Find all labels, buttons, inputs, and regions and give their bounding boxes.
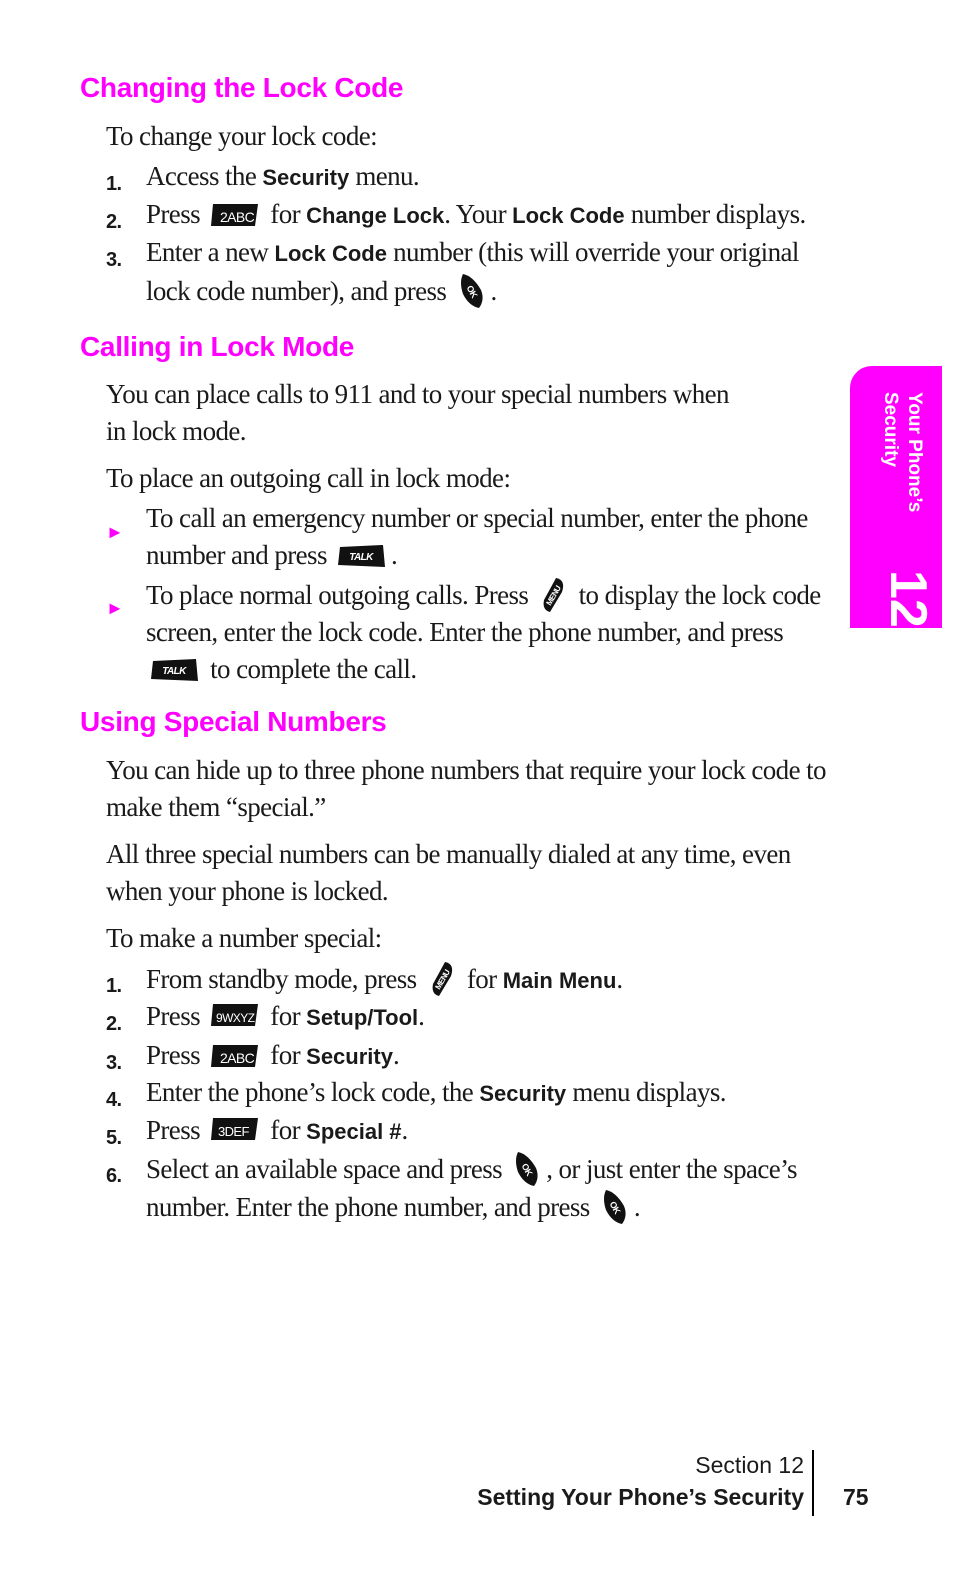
keyword: Security	[306, 1044, 393, 1069]
special-step-1: 1. From standby mode, press for Main Menu.	[106, 960, 826, 999]
key-3def-icon	[210, 1114, 260, 1144]
paragraph-make-special: To make a number special:	[106, 923, 382, 953]
menu-key-icon	[538, 576, 568, 614]
heading-using-special-numbers: Using Special Numbers	[80, 706, 387, 737]
special-step-6: 6. Select an available space and press , or just enter the space’s number. Enter the phone number, and press .	[106, 1150, 826, 1226]
bullet-emergency-call: ► To call an emergency number or special number, enter the phone number and press .	[106, 503, 808, 570]
svg-text:9WXYZ: 9WXYZ	[216, 1011, 255, 1025]
keyword: Lock Code	[512, 203, 625, 228]
chapter-tab-number: 12	[879, 570, 937, 628]
ok-key-icon	[457, 272, 487, 310]
step-number: 2.	[106, 211, 122, 233]
paragraph-lock-mode-calls: You can place calls to 911 and to your special numbers when in lock mode.	[106, 379, 729, 446]
keyword: Change Lock	[306, 203, 445, 228]
footer-divider	[812, 1450, 814, 1516]
paragraph-special-hide: You can hide up to three phone numbers that require your lock code to make them “special.”	[106, 755, 826, 822]
footer-title: Setting Your Phone’s Security	[477, 1484, 804, 1510]
bullet-arrow-icon: ►	[106, 598, 124, 618]
svg-text:2ABC: 2ABC	[220, 1050, 255, 1066]
key-2abc-icon	[210, 1043, 260, 1069]
page-number: 75	[843, 1484, 869, 1510]
chapter-tab-label: Your Phone’s Security	[880, 392, 925, 513]
step-number: 6.	[106, 1165, 122, 1187]
step-number: 3.	[106, 249, 122, 271]
key-2abc-icon	[210, 202, 260, 228]
talk-key-icon	[150, 657, 200, 683]
step-number: 2.	[106, 1013, 122, 1035]
keyword: Security	[479, 1081, 567, 1106]
step-number: 4.	[106, 1089, 122, 1111]
keyword: Main Menu	[502, 968, 617, 993]
ok-key-icon	[512, 1150, 542, 1188]
ok-key-icon	[600, 1188, 630, 1226]
step-number: 5.	[106, 1127, 122, 1149]
keyword: Special #	[306, 1119, 402, 1144]
intro-change-lock: To change your lock code:	[106, 121, 378, 151]
footer-section: Section 12	[695, 1452, 804, 1478]
keyword: Setup/Tool	[306, 1005, 419, 1030]
svg-text:3DEF: 3DEF	[218, 1124, 249, 1139]
step-1: 1. Access the Security menu.	[106, 158, 826, 196]
paragraph-outgoing-call: To place an outgoing call in lock mode:	[106, 463, 511, 493]
heading-changing-lock-code: Changing the Lock Code	[80, 72, 404, 103]
talk-key-icon	[337, 543, 387, 569]
keyword: Lock Code	[274, 241, 387, 266]
special-step-2: 2. Press 9WXYZ for Setup/Tool.	[106, 998, 826, 1036]
special-step-5: 5. Press 3DEF for Special #.	[106, 1112, 826, 1150]
paragraph-special-dial: All three special numbers can be manually dialed at any time, even when your phone is locked.	[106, 839, 791, 906]
step-number: 1.	[106, 173, 122, 195]
bullet-arrow-icon: ►	[106, 522, 124, 542]
svg-text:2ABC: 2ABC	[220, 209, 255, 225]
heading-calling-in-lock-mode: Calling in Lock Mode	[80, 331, 355, 362]
special-step-4: 4. Enter the phone’s lock code, the Security menu displays.	[106, 1074, 826, 1112]
step-number: 1.	[106, 975, 122, 997]
bullet-normal-call: ► To place normal outgoing calls. Press to display the lock code screen, enter the lock code. Enter the phone number, and press to complete the call.	[106, 576, 826, 688]
special-step-3: 3. Press 2ABC for Security.	[106, 1037, 826, 1075]
step-2: 2. Press 2ABC for Change Lock. Your Lock Code number displays.	[106, 196, 826, 234]
menu-key-icon	[427, 960, 457, 998]
step-number: 3.	[106, 1052, 122, 1074]
key-9wxyz-icon	[210, 1000, 260, 1030]
step-3: 3. Enter a new Lock Code number (this will override your original lock code number), and press .	[106, 234, 826, 310]
keyword: Security	[262, 165, 350, 190]
